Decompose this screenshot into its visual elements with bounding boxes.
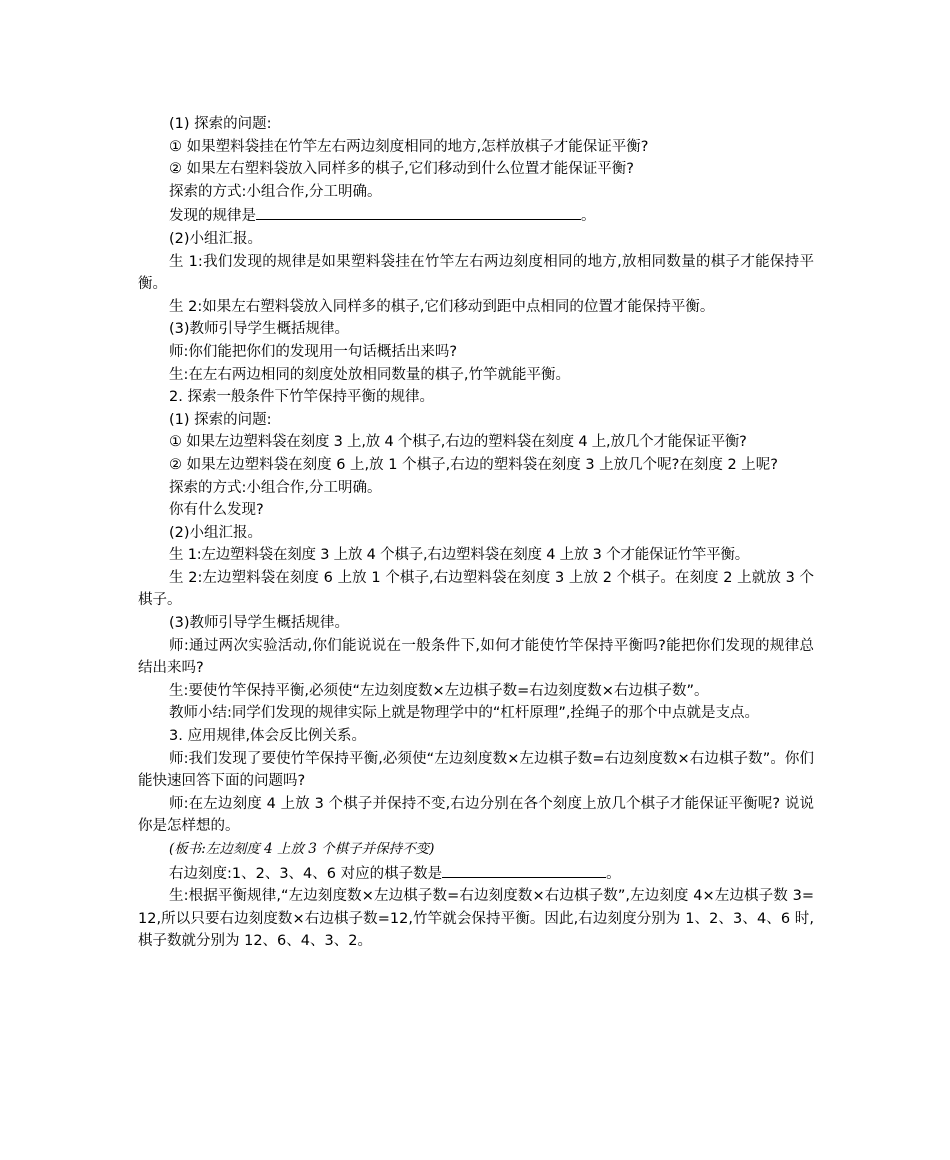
- section-heading-3: 3. 应用规律,体会反比例关系。: [169, 728, 367, 745]
- paragraph-teacher-question-2: 师:通过两次实验活动,你们能说说在一般条件下,如何才能使竹竿保持平衡吗?能把你们发现的规律总结出来吗?: [138, 637, 814, 677]
- document-body: [138, 113, 814, 953]
- paragraph-student-2-b: 生 2:左边塑料袋在刻度 6 上放 1 个棋子,右边塑料袋在刻度 3 上放 2 个棋子。在刻度 2 上就放 3 个棋子。: [138, 569, 814, 609]
- paragraph-findings-question: 你有什么发现?: [169, 502, 264, 519]
- rule-fill-text: 发现的规律是: [169, 208, 256, 225]
- paragraph-right-scale-fill-blank: [138, 861, 814, 886]
- paragraph-student-2-a: 生 2:如果左右塑料袋放入同样多的棋子,它们移动到距中点相同的位置才能保持平衡。: [169, 298, 715, 315]
- paragraph-student-1-b: 生 1:左边塑料袋在刻度 3 上放 4 个棋子,右边塑料袋在刻度 4 上放 3 个才能保证竹竿平衡。: [169, 547, 750, 564]
- answer-blank-rule[interactable]: [256, 203, 581, 220]
- paragraph-blackboard-note: (板书:左边刻度 4 上放 3 个棋子并保持不变): [169, 841, 435, 857]
- paragraph-student-summary-2: 生:要使竹竿保持平衡,必须使“左边刻度数×左边棋子数=右边刻度数×右边棋子数”。: [169, 682, 709, 699]
- paragraph-student-final-answer: 生:根据平衡规律,“左边刻度数×左边棋子数=右边刻度数×右边棋子数”,左边刻度 4×左边棋子数 3=12,所以只要右边刻度数×右边棋子数=12,竹竿就会保持平衡。因此,右边刻度分别为 1、2、3、4、6 时,棋子数就分别为 12、6、4、3、2。: [138, 888, 814, 950]
- paragraph-teacher-question-1: 师:你们能把你们的发现用一句话概括出来吗?: [169, 343, 458, 360]
- paragraph-explore-questions-2: (1) 探索的问题:: [169, 411, 272, 428]
- paragraph-student-1-a: 生 1:我们发现的规律是如果塑料袋挂在竹竿左右两边刻度相同的地方,放相同数量的棋子才能保持平衡。: [138, 253, 814, 293]
- paragraph-teacher-question-4: 师:在左边刻度 4 上放 3 个棋子并保持不变,右边分别在各个刻度上放几个棋子才能保证平衡呢? 说说你是怎样想的。: [138, 795, 814, 835]
- paragraph-explore-method-1: 探索的方式:小组合作,分工明确。: [169, 183, 382, 200]
- paragraph-question-1b: ② 如果左右塑料袋放入同样多的棋子,它们移动到什么位置才能保证平衡?: [169, 161, 634, 178]
- paragraph-explore-questions-1: (1) 探索的问题:: [169, 116, 272, 132]
- paragraph-question-2a: ① 如果左边塑料袋在刻度 3 上,放 4 个棋子,右边的塑料袋在刻度 4 上,放几个才能保证平衡?: [169, 434, 747, 451]
- paragraph-student-summary-1: 生:在左右两边相同的刻度处放相同数量的棋子,竹竿就能平衡。: [169, 366, 570, 383]
- paragraph-teacher-guide-1: (3)教师引导学生概括规律。: [169, 321, 350, 338]
- paragraph-question-2b: ② 如果左边塑料袋在刻度 6 上,放 1 个棋子,右边的塑料袋在刻度 3 上放几个呢?在刻度 2 上呢?: [169, 456, 778, 473]
- paragraph-group-report-1: (2)小组汇报。: [169, 230, 263, 247]
- paragraph-teacher-question-3: 师:我们发现了要使竹竿保持平衡,必须使“左边刻度数×左边棋子数=右边刻度数×右边棋子数”。你们能快速回答下面的问题吗?: [138, 750, 814, 790]
- answer-blank-counts[interactable]: [442, 861, 606, 878]
- section-heading-2: 2. 探索一般条件下竹竿保持平衡的规律。: [169, 389, 434, 406]
- paragraph-question-1a: ① 如果塑料袋挂在竹竿左右两边刻度相同的地方,怎样放棋子才能保证平衡?: [169, 138, 649, 155]
- right-scale-text: 右边刻度:1、2、3、4、6 对应的棋子数是: [169, 865, 443, 882]
- rule-fill-end: 。: [581, 208, 596, 225]
- paragraph-rule-fill-blank: [138, 203, 814, 228]
- paragraph-teacher-guide-2: (3)教师引导学生概括规律。: [169, 615, 350, 632]
- right-scale-end: 。: [606, 865, 621, 882]
- paragraph-explore-method-2: 探索的方式:小组合作,分工明确。: [169, 479, 382, 496]
- paragraph-teacher-conclusion: 教师小结:同学们发现的规律实际上就是物理学中的“杠杆原理”,拴绳子的那个中点就是支点。: [169, 705, 760, 722]
- paragraph-group-report-2: (2)小组汇报。: [169, 524, 263, 541]
